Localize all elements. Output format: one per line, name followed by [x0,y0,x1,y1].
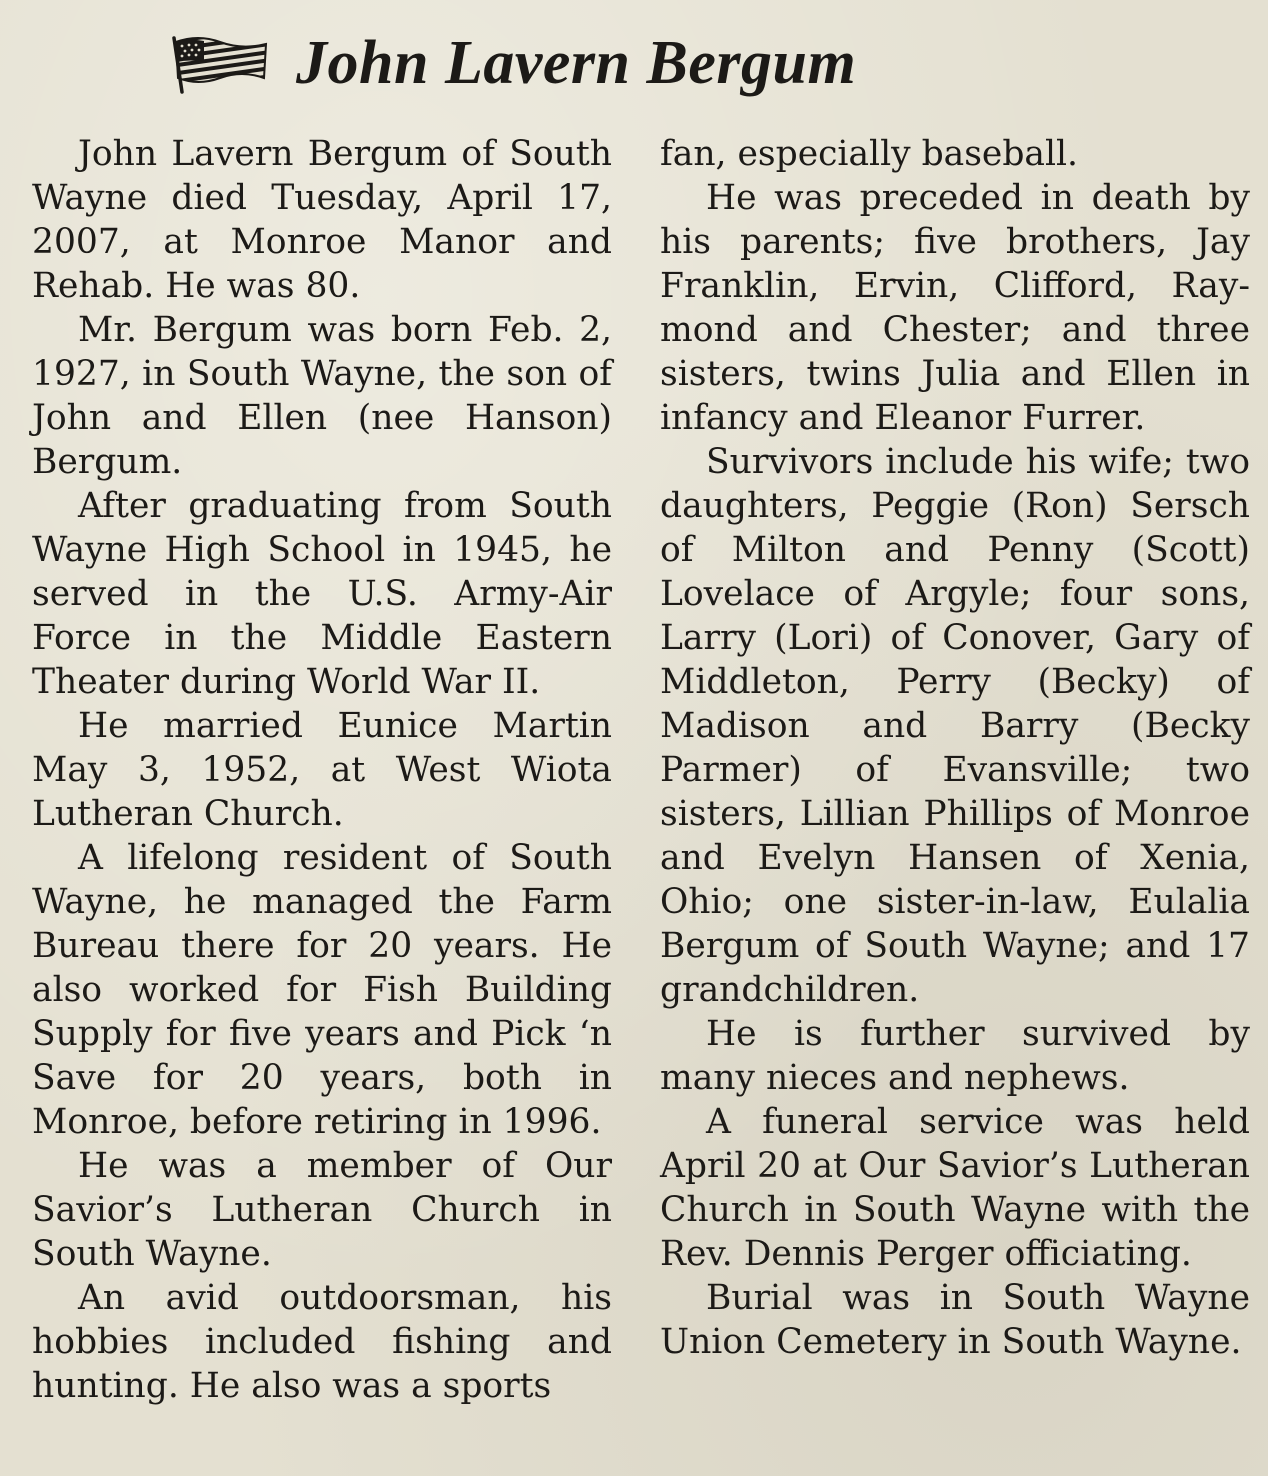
obituary-paragraph: He is further survived by many nieces and nephews. [660,1014,1250,1098]
obituary-paragraph: After graduating from South Wayne High School in 1945, he served in the U.S. Army-Air Force in the Middle Eastern Theater during World War II. [32,486,612,702]
obituary-paragraph: He married Eunice Martin May 3, 1952, at West Wiota Lutheran Church. [32,706,612,834]
obituary-paragraph: A funeral service was held April 20 at Our Savior’s Lutheran Church in South Wayne with the Rev. Dennis Perger officiating. [660,1102,1250,1274]
obituary-paragraph: He was a member of Our Savior’s Lutheran Church in South Wayne. [32,1146,612,1274]
obituary-paragraph: An avid outdoorsman, his hobbies included fishing and hunting. He also was a sports [32,1278,612,1406]
obituary-column-right [660,132,1250,1364]
obituary-paragraph: He was preceded in death by his parents; five brothers, Jay Franklin, Ervin, Clifford, Raymond and Chester; and three sisters, twins Julia and Ellen in infancy and Eleanor Furrer. [660,178,1250,438]
obituary-headline [168,18,856,108]
american-flag-icon [168,32,270,94]
obituary-title: John Lavern Bergum [296,29,857,97]
obituary-paragraph: Mr. Bergum was born Feb. 2, 1927, in South Wayne, the son of John and Ellen (nee Hanson) Bergum. [32,310,612,482]
obituary-paragraph: A lifelong resident of South Wayne, he managed the Farm Bureau there for 20 years. He also worked for Fish Building Supply for five years and Pick ‘n Save for 20 years, both in Monroe, before retiring in 1996. [32,838,612,1142]
obituary-paragraph: Burial was in South Wayne Union Cemetery in South Wayne. [660,1278,1250,1362]
obituary-paragraph-continued: fan, especially baseball. [660,134,1079,174]
obituary-paragraph: John Lavern Bergum of South Wayne died Tuesday, April 17, 2007, at Monroe Manor and Rehab. He was 80. [32,134,612,306]
obituary-column-left [32,132,612,1408]
obituary-paragraph: Survivors include his wife; two daughters, Peggie (Ron) Sersch of Milton and Penny (Scott) Lovelace of Argyle; four sons, Larry (Lori) of Conover, Gary of Middleton, Perry (Becky) of Madison and Barry (Becky Parmer) of Evansville; two sisters, Lillian Phillips of Monroe and Evelyn Hansen of Xenia, Ohio; one sister-in-law, Eulalia Bergum of South Wayne; and 17 grandchildren. [660,442,1250,1010]
